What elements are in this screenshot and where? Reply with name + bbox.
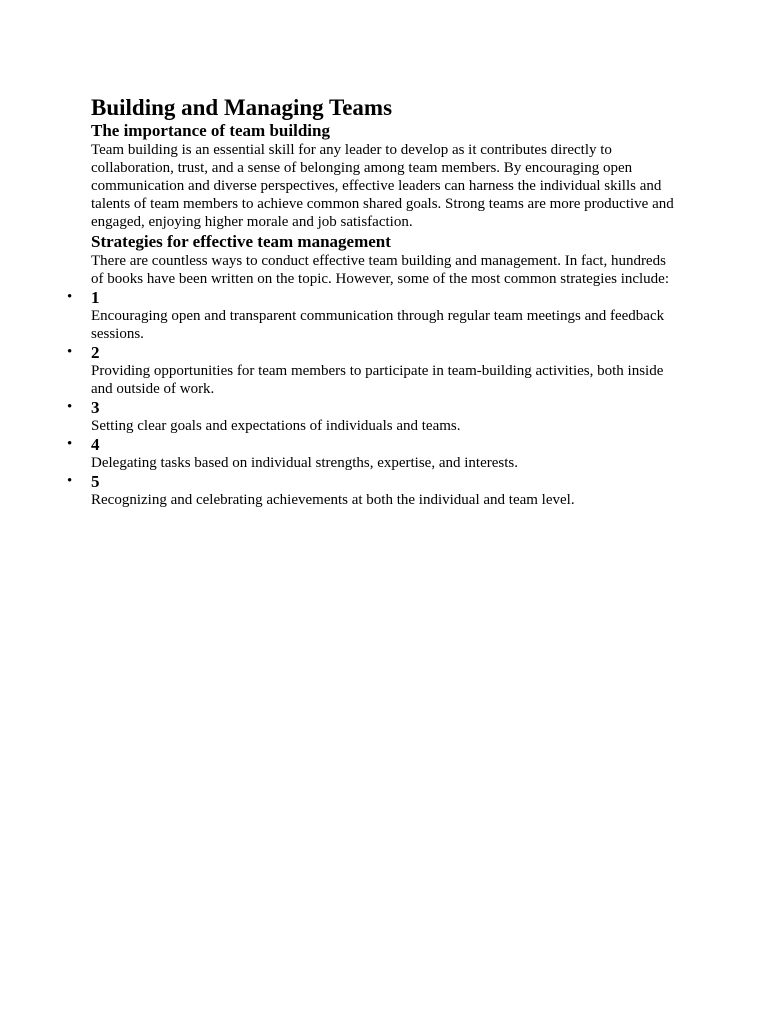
list-item-text: Providing opportunities for team members to participate in team-building activities, both inside and outside of work. bbox=[91, 363, 664, 397]
list-item bbox=[67, 398, 681, 435]
bullet-icon: • bbox=[67, 473, 73, 489]
bullet-icon: • bbox=[67, 344, 73, 360]
list-item-text: Recognizing and celebrating achievements at both the individual and team level. bbox=[91, 492, 575, 508]
document-title: Building and Managing Teams bbox=[91, 95, 393, 120]
list-item-number: 1 bbox=[91, 288, 100, 307]
bullet-icon: • bbox=[67, 399, 73, 415]
list-item-number: 2 bbox=[91, 343, 100, 362]
list-item-number: 5 bbox=[91, 472, 100, 491]
bullet-icon: • bbox=[67, 289, 73, 305]
list-item bbox=[67, 435, 681, 472]
list-item-number: 4 bbox=[91, 435, 100, 454]
list-item-text: Encouraging open and transparent communication through regular team meetings and feedback sessions. bbox=[91, 308, 665, 342]
document-page bbox=[67, 94, 681, 509]
list-item bbox=[67, 472, 681, 509]
list-item-text: Delegating tasks based on individual strengths, expertise, and interests. bbox=[91, 455, 518, 471]
list-item-number: 3 bbox=[91, 398, 100, 417]
list-item bbox=[67, 288, 681, 343]
bullet-icon: • bbox=[67, 436, 73, 452]
section-body-importance: Team building is an essential skill for any leader to develop as it contributes directly to collaboration, trust, and a sense of belonging among team members. By encouraging open communication and diverse perspectives, effective leaders can harness the individual skills and talents of team members to achieve common shared goals. Strong teams are more productive and engaged, enjoying higher morale and job satisfaction. bbox=[91, 142, 674, 230]
section-body-strategies: There are countless ways to conduct effective team building and management. In fact, hundreds of books have been written on the topic. However, some of the most common strategies include: bbox=[91, 253, 670, 287]
section-heading-importance: The importance of team building bbox=[91, 121, 330, 140]
section-heading-strategies: Strategies for effective team management bbox=[91, 232, 391, 251]
list-item bbox=[67, 343, 681, 398]
list-item-text: Setting clear goals and expectations of individuals and teams. bbox=[91, 418, 461, 434]
strategies-list bbox=[67, 288, 681, 509]
